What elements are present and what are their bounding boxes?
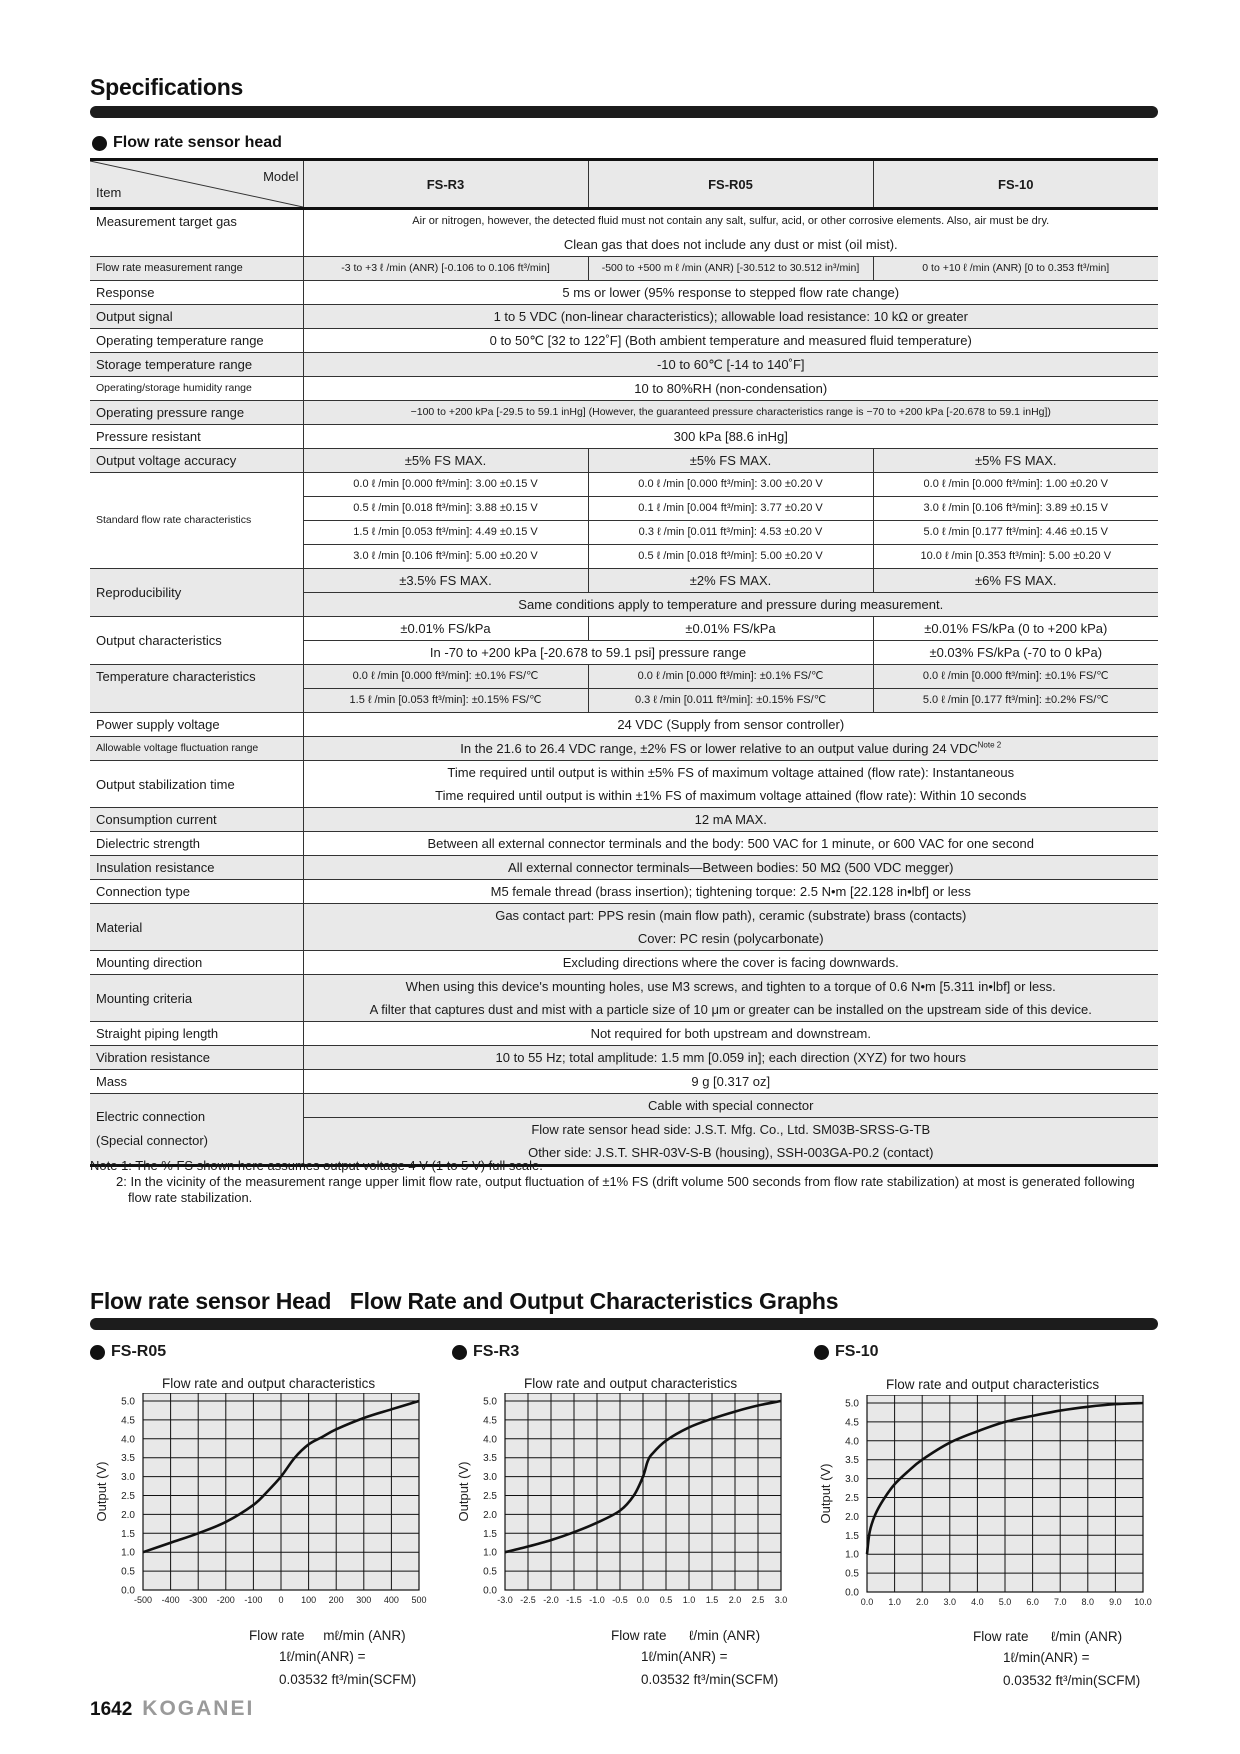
svg-text:100: 100	[301, 1595, 317, 1605]
chart-plot	[814, 1395, 1174, 1625]
row-label: Response	[90, 281, 303, 305]
table-row	[90, 904, 1158, 928]
row-value: Flow rate sensor head side: J.S.T. Mfg. Co., Ltd. SM03B-SRSS-G-TB	[303, 1118, 1158, 1142]
section-title: Specifications	[90, 74, 244, 100]
unit-conversion: 1ℓ/min(ANR) = 0.03532 ft³/min(SCFM)	[279, 1649, 417, 1687]
table-row	[90, 305, 1158, 329]
row-label: Operating temperature range	[90, 329, 303, 353]
table-row	[90, 377, 1158, 401]
table-row	[90, 880, 1158, 904]
row-label: Pressure resistant	[90, 425, 303, 449]
svg-text:7.0: 7.0	[1053, 1597, 1067, 1607]
svg-text:1.0: 1.0	[121, 1547, 135, 1559]
row-value: ±5% FS MAX.	[588, 449, 873, 473]
svg-text:1.0: 1.0	[888, 1597, 901, 1607]
svg-text:5.0: 5.0	[483, 1396, 497, 1408]
svg-text:1.0: 1.0	[682, 1595, 696, 1605]
row-value: Not required for both upstream and downstream.	[303, 1022, 1158, 1046]
row-value: 0.3 ℓ /min [0.011 ft³/min]: 4.53 ±0.20 V	[588, 521, 873, 545]
row-value: Cable with special connector	[303, 1094, 1158, 1118]
svg-text:5.0: 5.0	[845, 1398, 859, 1410]
svg-text:0.0: 0.0	[636, 1595, 650, 1605]
row-value: 3.0 ℓ /min [0.106 ft³/min]: 3.89 ±0.15 V	[873, 497, 1158, 521]
table-row	[90, 1046, 1158, 1070]
row-label: Standard flow rate characteristics	[90, 473, 303, 569]
row-value: ±2% FS MAX.	[588, 569, 873, 593]
svg-text:-400: -400	[161, 1595, 180, 1605]
chart-title: Flow rate and output characteristics	[524, 1376, 738, 1391]
table-row	[90, 353, 1158, 377]
row-value: -500 to +500 m ℓ /min (ANR) [-30.512 to 30.512 in³/min]	[588, 257, 873, 281]
row-value: 0.0 ℓ /min [0.000 ft³/min]: 3.00 ±0.15 V	[303, 473, 588, 497]
chart-model-label: FS-R05	[90, 1343, 450, 1361]
row-label: Dielectric strength	[90, 832, 303, 856]
svg-text:1.5: 1.5	[121, 1528, 135, 1540]
row-value: Time required until output is within ±1% FS of maximum voltage attained (flow rate): Within 10 seconds	[435, 788, 1027, 803]
table-row	[90, 761, 1158, 785]
svg-text:4.5: 4.5	[121, 1415, 135, 1427]
table-row	[90, 808, 1158, 832]
row-value: 5.0 ℓ /min [0.177 ft³/min]: ±0.2% FS/℃	[873, 689, 1158, 713]
row-value: 0.0 ℓ /min [0.000 ft³/min]: ±0.1% FS/℃	[303, 665, 588, 689]
corner-cell	[90, 160, 303, 209]
svg-text:3.5: 3.5	[121, 1453, 135, 1465]
row-value: ±5% FS MAX.	[303, 449, 588, 473]
note-2: 2: In the vicinity of the measurement range upper limit flow rate, output fluctuation of ±1% FS (drift volume 500 seconds from flow rate stabilization) at most is generated following flow rate stabilization.	[116, 1174, 1135, 1205]
svg-text:2.0: 2.0	[121, 1509, 135, 1521]
row-value: -10 to 60℃ [-14 to 140˚F]	[303, 353, 1158, 377]
row-value: 0.0 ℓ /min [0.000 ft³/min]: ±0.1% FS/℃	[588, 665, 873, 689]
row-value: 0.0 ℓ /min [0.000 ft³/min]: 3.00 ±0.20 V	[588, 473, 873, 497]
svg-text:4.0: 4.0	[971, 1597, 984, 1607]
row-value: Between all external connector terminals and the body: 500 VAC for 1 minute, or 600 VAC for one second	[303, 832, 1158, 856]
table-row	[90, 617, 1158, 641]
row-value: M5 female thread (brass insertion); tightening torque: 2.5 N•m [22.128 in•lbf] or less	[303, 880, 1158, 904]
chart-fs-r05	[90, 1343, 450, 1693]
row-value: Air or nitrogen, however, the detected fluid must not contain any salt, sulfur, acid, or other corrosive elements. Also, air must be dry.	[303, 209, 1158, 234]
note-reference: Note 2	[977, 740, 1002, 750]
svg-text:4.5: 4.5	[845, 1417, 859, 1429]
table-row	[90, 209, 1158, 234]
corner-model-label: Model	[263, 169, 299, 184]
row-label: Operating pressure range	[90, 401, 303, 425]
row-value: In -70 to +200 kPa [-20.678 to 59.1 psi] pressure range	[303, 641, 873, 665]
svg-text:2.0: 2.0	[915, 1597, 929, 1607]
row-value: A filter that captures dust and mist with a particle size of 10 μm or greater can be installed on the upstream side of this device.	[303, 998, 1158, 1022]
svg-text:-2.0: -2.0	[543, 1595, 559, 1605]
svg-text:1.5: 1.5	[845, 1530, 859, 1542]
chart-model-label: FS-R3	[452, 1343, 812, 1361]
row-value: 5.0 ℓ /min [0.177 ft³/min]: 4.46 ±0.15 V	[873, 521, 1158, 545]
table-row	[90, 1022, 1158, 1046]
table-row	[90, 449, 1158, 473]
svg-text:-1.0: -1.0	[589, 1595, 605, 1605]
svg-text:Output (V): Output (V)	[818, 1463, 833, 1524]
row-label: Vibration resistance	[90, 1046, 303, 1070]
svg-text:10.0: 10.0	[1134, 1597, 1152, 1607]
bullet-icon	[90, 1345, 105, 1360]
row-value: In the 21.6 to 26.4 VDC range, ±2% FS or lower relative to an output value during 24 $VDC^{Note 2}$	[303, 737, 1158, 761]
row-value: 0.0 ℓ /min [0.000 ft³/min]: ±0.1% FS/℃	[873, 665, 1158, 689]
row-value: ±0.01% FS/kPa (0 to +200 kPa)	[873, 617, 1158, 641]
svg-text:-200: -200	[216, 1595, 235, 1605]
table-row	[90, 856, 1158, 880]
row-label: Output voltage accuracy	[90, 449, 303, 473]
bullet-icon	[92, 136, 107, 151]
graphs-section-divider	[90, 1318, 1158, 1330]
row-value: Same conditions apply to temperature and pressure during measurement.	[303, 593, 1158, 617]
row-value: 1 to 5 VDC (non-linear characteristics); allowable load resistance: 10 kΩ or greater	[303, 305, 1158, 329]
model-header: FS-10	[873, 160, 1158, 209]
row-value: 10 to 55 Hz; total amplitude: 1.5 mm [0.059 in]; each direction (XYZ) for two hours	[303, 1046, 1158, 1070]
svg-text:500: 500	[411, 1595, 427, 1605]
row-label: Operating/storage humidity range	[90, 377, 303, 401]
row-value: ±0.03% FS/kPa (-70 to 0 kPa)	[873, 641, 1158, 665]
svg-text:3.0: 3.0	[121, 1472, 135, 1484]
table-row	[90, 401, 1158, 425]
row-label: Output signal	[90, 305, 303, 329]
table-row	[90, 1094, 1158, 1118]
svg-text:-1.5: -1.5	[566, 1595, 582, 1605]
table-row	[90, 1070, 1158, 1094]
row-label: Mass	[90, 1070, 303, 1094]
row-value: 0 to 50℃ [32 to 122˚F] (Both ambient temperature and measured fluid temperature)	[303, 329, 1158, 353]
svg-text:9.0: 9.0	[1109, 1597, 1122, 1607]
chart-fs-r3	[452, 1343, 812, 1693]
svg-text:-500: -500	[133, 1595, 153, 1605]
svg-text:4.5: 4.5	[483, 1415, 497, 1427]
svg-text:3.0: 3.0	[845, 1474, 859, 1486]
chart-plot	[90, 1393, 450, 1623]
bullet-icon	[452, 1345, 467, 1360]
svg-text:-300: -300	[189, 1595, 208, 1605]
row-label: Flow rate measurement range	[90, 257, 303, 281]
brand-logo: KOGANEI	[142, 1697, 255, 1720]
row-label: Storage temperature range	[90, 353, 303, 377]
row-value: 0.5 ℓ /min [0.018 ft³/min]: 3.88 ±0.15 V	[303, 497, 588, 521]
chart-title: Flow rate and output characteristics	[886, 1377, 1100, 1392]
row-value: Other side: J.S.T. SHR-03V-S-B (housing), SSH-003GA-P0.2 (contact)	[303, 1141, 1158, 1166]
x-axis-label: Flow rate ℓ/min (ANR)	[611, 1628, 761, 1643]
row-value: 0.3 ℓ /min [0.011 ft³/min]: ±0.15% FS/℃	[588, 689, 873, 713]
svg-text:4.0: 4.0	[483, 1434, 497, 1446]
row-value: 3.0 ℓ /min [0.106 ft³/min]: 5.00 ±0.20 V	[303, 545, 588, 569]
row-label: Connection type	[90, 880, 303, 904]
svg-text:Output (V): Output (V)	[94, 1461, 109, 1522]
row-value: Excluding directions where the cover is facing downwards.	[303, 951, 1158, 975]
svg-text:2.5: 2.5	[121, 1491, 135, 1502]
svg-text:3.0: 3.0	[774, 1595, 788, 1605]
chart-fs-10	[814, 1343, 1174, 1693]
row-label: Output stabilization time	[90, 761, 303, 808]
x-axis-label: Flow rate mℓ/min (ANR)	[249, 1628, 406, 1643]
table-row	[90, 425, 1158, 449]
graphs-section-title: Flow rate sensor Head Flow Rate and Output Characteristics Graphs	[90, 1288, 839, 1314]
row-label: Reproducibility	[90, 569, 303, 617]
model-header: FS-R3	[303, 160, 588, 209]
row-value: Cover: PC resin (polycarbonate)	[303, 927, 1158, 951]
note-1: Note 1: The % FS shown here assumes output voltage 4 V (1 to 5 V) full scale.	[90, 1158, 543, 1173]
svg-text:2.0: 2.0	[728, 1595, 742, 1605]
row-label: Insulation resistance	[90, 856, 303, 880]
row-value: Gas contact part: PPS resin (main flow path), ceramic (substrate) brass (contacts)	[303, 904, 1158, 928]
table-row	[90, 329, 1158, 353]
table-row	[90, 951, 1158, 975]
svg-text:0.0: 0.0	[845, 1587, 859, 1599]
table-row	[90, 281, 1158, 305]
svg-text:3.5: 3.5	[845, 1455, 859, 1467]
row-value: 0.5 ℓ /min [0.018 ft³/min]: 5.00 ±0.20 V	[588, 545, 873, 569]
table-row	[90, 832, 1158, 856]
svg-text:3.0: 3.0	[483, 1472, 497, 1484]
svg-text:5.0: 5.0	[121, 1396, 135, 1408]
chart-plot	[452, 1393, 812, 1623]
row-value: ±0.01% FS/kPa	[303, 617, 588, 641]
row-value: ±3.5% FS MAX.	[303, 569, 588, 593]
row-value: When using this device's mounting holes, use M3 screws, and tighten to a torque of 0.6 N•m [5.311 in•lbf] or less.	[303, 975, 1158, 999]
unit-conversion: 1ℓ/min(ANR) = 0.03532 ft³/min(SCFM)	[1003, 1650, 1141, 1688]
svg-text:-2.5: -2.5	[520, 1595, 536, 1605]
table-row	[90, 665, 1158, 689]
svg-text:2.5: 2.5	[751, 1595, 765, 1605]
row-label	[90, 1094, 303, 1166]
row-value: Clean gas that does not include any dust or mist (oil mist).	[563, 237, 898, 252]
row-value: 1.5 ℓ /min [0.053 ft³/min]: ±0.15% FS/℃	[303, 689, 588, 713]
row-label: Allowable voltage fluctuation range	[90, 737, 303, 761]
row-value: 300 kPa [88.6 inHg]	[303, 425, 1158, 449]
table-row	[90, 473, 1158, 497]
row-value: 10 to 80%RH (non-condensation)	[303, 377, 1158, 401]
svg-text:5.0: 5.0	[998, 1597, 1012, 1607]
svg-text:300: 300	[356, 1595, 372, 1605]
svg-text:2.5: 2.5	[845, 1493, 859, 1504]
row-value: 0.1 ℓ /min [0.004 ft³/min]: 3.77 ±0.20 V	[588, 497, 873, 521]
table-row	[90, 257, 1158, 281]
svg-text:-3.0: -3.0	[497, 1595, 513, 1605]
table-row	[90, 713, 1158, 737]
svg-text:2.5: 2.5	[483, 1491, 497, 1502]
svg-text:0.0: 0.0	[121, 1585, 135, 1597]
chart-title: Flow rate and output characteristics	[162, 1376, 376, 1391]
table-row	[90, 737, 1158, 761]
row-value: ±5% FS MAX.	[873, 449, 1158, 473]
bullet-icon	[814, 1345, 829, 1360]
row-label: Mounting direction	[90, 951, 303, 975]
notes	[90, 1158, 1160, 1206]
row-label-line: (Special connector)	[96, 1133, 208, 1148]
row-label: Mounting criteria	[90, 975, 303, 1022]
row-value: 12 mA MAX.	[303, 808, 1158, 832]
svg-text:0.0: 0.0	[483, 1585, 497, 1597]
table-row	[90, 569, 1158, 593]
row-value: −100 to +200 kPa [-29.5 to 59.1 inHg] (However, the guaranteed pressure characteristics range is −70 to +200 kPa [-20.678 to 59.1 inHg])	[303, 401, 1158, 425]
row-value: Time required until output is within ±5% FS of maximum voltage attained (flow rate): Instantaneous	[303, 761, 1158, 785]
spec-table	[90, 158, 1158, 1167]
svg-text:-0.5: -0.5	[612, 1595, 628, 1605]
row-value: 1.5 ℓ /min [0.053 ft³/min]: 4.49 ±0.15 V	[303, 521, 588, 545]
row-label: Output characteristics	[90, 617, 303, 665]
section-divider	[90, 106, 1158, 118]
svg-text:0.5: 0.5	[845, 1568, 859, 1580]
svg-text:200: 200	[328, 1595, 344, 1605]
table-row	[90, 975, 1158, 999]
table-header	[90, 160, 1158, 209]
row-value: All external connector terminals—Between bodies: 50 MΩ (500 VDC megger)	[303, 856, 1158, 880]
row-value: ±6% FS MAX.	[873, 569, 1158, 593]
svg-text:Output (V): Output (V)	[456, 1461, 471, 1522]
corner-item-label: Item	[96, 185, 122, 200]
row-label: Material	[90, 904, 303, 951]
row-value: 24 VDC (Supply from sensor controller)	[303, 713, 1158, 737]
row-label: Consumption current	[90, 808, 303, 832]
row-label: Temperature characteristics	[90, 665, 303, 713]
svg-text:2.0: 2.0	[483, 1509, 497, 1521]
row-label-line: Electric connection	[96, 1109, 206, 1124]
row-value: 9 g [0.317 oz]	[303, 1070, 1158, 1094]
svg-text:0.5: 0.5	[483, 1566, 497, 1578]
svg-text:400: 400	[383, 1595, 399, 1605]
page-number: 1642	[90, 1699, 133, 1720]
svg-text:3.5: 3.5	[483, 1453, 497, 1465]
svg-text:1.0: 1.0	[845, 1549, 859, 1561]
svg-text:6.0: 6.0	[1026, 1597, 1039, 1607]
svg-text:8.0: 8.0	[1081, 1597, 1095, 1607]
subsection-title-text: Flow rate sensor head	[113, 134, 282, 151]
page-footer	[90, 1697, 254, 1721]
svg-text:2.0: 2.0	[845, 1511, 859, 1523]
svg-text:0: 0	[278, 1595, 284, 1605]
row-value: 0 to +10 ℓ /min (ANR) [0 to 0.353 ft³/min]	[873, 257, 1158, 281]
x-axis-label: Flow rate ℓ/min (ANR)	[973, 1629, 1123, 1644]
unit-conversion: 1ℓ/min(ANR) = 0.03532 ft³/min(SCFM)	[641, 1649, 779, 1687]
subsection-title	[92, 134, 282, 152]
row-value: 10.0 ℓ /min [0.353 ft³/min]: 5.00 ±0.20 V	[873, 545, 1158, 569]
chart-model-label: FS-10	[814, 1343, 1174, 1361]
svg-text:3.0: 3.0	[943, 1597, 957, 1607]
svg-text:0.0: 0.0	[860, 1597, 874, 1607]
svg-text:0.5: 0.5	[659, 1595, 673, 1605]
svg-text:1.5: 1.5	[705, 1595, 719, 1605]
model-header: FS-R05	[588, 160, 873, 209]
row-value: 0.0 ℓ /min [0.000 ft³/min]: 1.00 ±0.20 V	[873, 473, 1158, 497]
svg-text:1.5: 1.5	[483, 1528, 497, 1540]
row-value: 5 ms or lower (95% response to stepped flow rate change)	[303, 281, 1158, 305]
row-label: Measurement target gas	[90, 209, 303, 257]
svg-text:1.0: 1.0	[483, 1547, 497, 1559]
row-value: ±0.01% FS/kPa	[588, 617, 873, 641]
svg-text:4.0: 4.0	[845, 1436, 859, 1448]
svg-text:0.5: 0.5	[121, 1566, 135, 1578]
row-label: Straight piping length	[90, 1022, 303, 1046]
svg-text:-100: -100	[244, 1595, 263, 1605]
svg-text:4.0: 4.0	[121, 1434, 135, 1446]
row-label: Power supply voltage	[90, 713, 303, 737]
row-value: -3 to +3 ℓ /min (ANR) [-0.106 to 0.106 ft³/min]	[303, 257, 588, 281]
